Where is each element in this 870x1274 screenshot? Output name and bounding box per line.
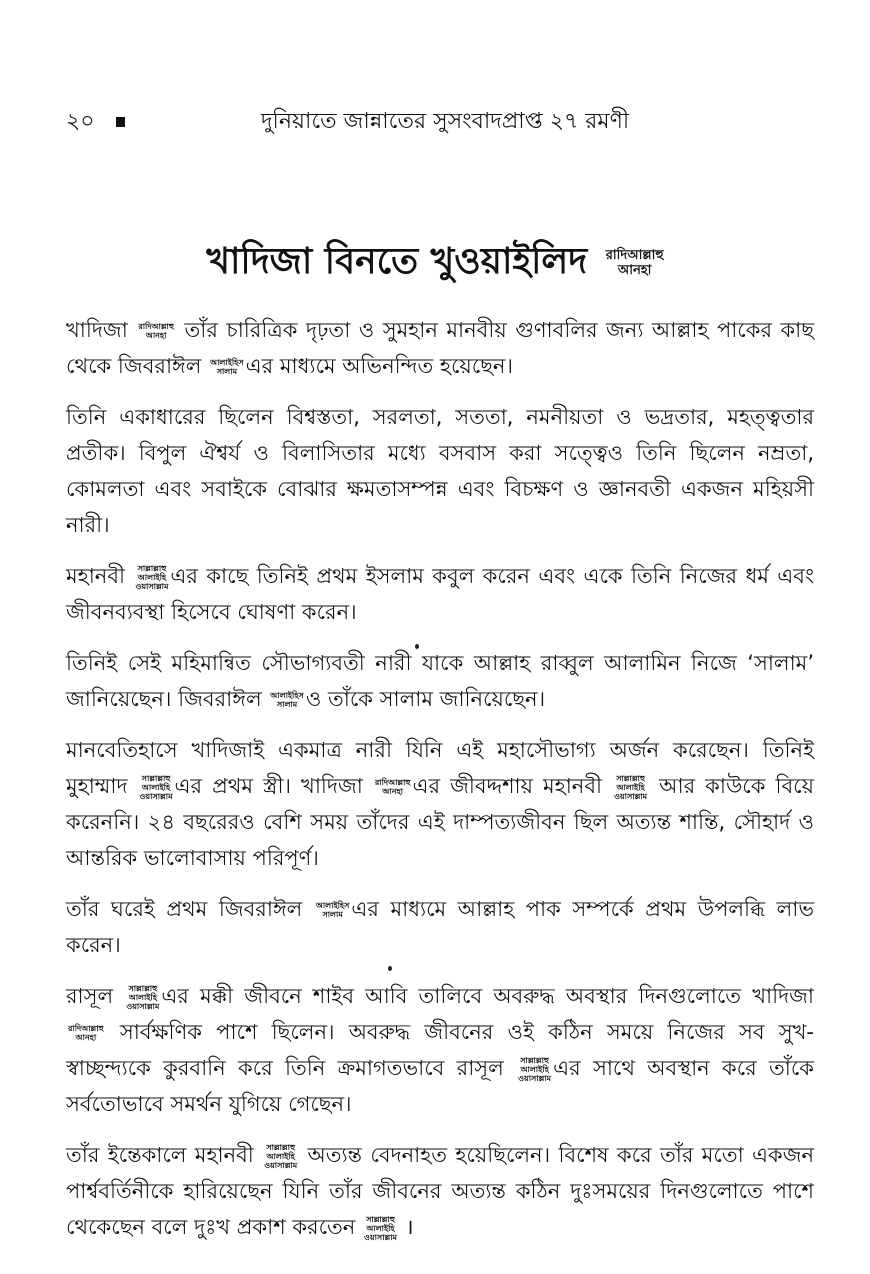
paragraph-2	[66, 399, 814, 543]
honorific-line: ওয়াসাল্লাম	[363, 1232, 397, 1242]
square-bullet-icon	[116, 117, 125, 127]
honorific-line: সাল্লাল্লাহু	[141, 773, 171, 783]
paragraph-6	[66, 891, 814, 963]
text-run: আর কাউকে বিয়ে করেননি। ২৪ বছরেরও বেশি সময় তাঁদের এই দাম্পত্যজীবন ছিল অত্যন্ত শান্তি, সৌহার্দ ও আন্তরিক ভালোবাসায় পরিপূর্ণ।	[66, 774, 814, 870]
honorific-line: আলাইহিস	[210, 358, 244, 367]
book-title: দুনিয়াতে জান্নাতের সুসংবাদপ্রাপ্ত ২৭ রমণী	[261, 109, 630, 134]
honorific-line: সাল্লাল্লাহু	[616, 773, 645, 783]
honorific-line: রাদিআল্লাহু	[374, 778, 411, 787]
honorific-line: সাল্লাল্লাহু	[266, 1142, 296, 1152]
page-number: ২০	[66, 109, 95, 134]
text-run: মানবেতিহাসে খাদিজাই একমাত্র নারী যিনি এই মহাসৌভাগ্য অর্জন করেছেন। তিনিই মুহাম্মাদ	[66, 738, 814, 798]
chapter-title	[0, 238, 870, 286]
text-run: এর মক্কী জীবনে শাইব আবি তালিবে অবরুদ্ধ অবস্থার দিনগুলোতে খাদিজা	[161, 984, 814, 1008]
text-run: এর কাছে তিনিই প্রথম ইসলাম কবুল করেন এবং একে তিনি নিজের ধর্ম এবং জীবনব্যবস্থা হিসেবে ঘোষণা করেন।	[66, 564, 814, 624]
honorific-line: আনহা	[75, 1033, 97, 1042]
text-run: রাসূল	[66, 984, 125, 1008]
honorific-line: সালাম	[322, 910, 343, 919]
honorific-line: ওয়াসাল্লাম	[518, 1073, 552, 1083]
paragraph-8	[66, 1137, 814, 1245]
honorific-line: আলাইহি	[520, 1064, 549, 1074]
chapter-title-text: খাদিজা বিনতে খুওয়াইলিদ	[206, 241, 588, 282]
honorific-line: ওয়াসাল্লাম	[264, 1160, 298, 1170]
sallallahu-alaihi-wasallam-honorific	[364, 1215, 397, 1242]
honorific-line: আলাইহিস	[315, 901, 350, 910]
sallallahu-alaihi-wasallam-honorific	[518, 1056, 551, 1083]
text-run: এর প্রথম স্ত্রী। খাদিজা	[174, 774, 373, 798]
text-run: তাঁর চারিত্রিক দৃঢ়তা ও সুমহান মানবীয় গুণাবলির জন্য আল্লাহ পাকের কাছ থেকে জিবরাঈল	[66, 318, 814, 378]
alaihis-salam-honorific	[270, 691, 304, 709]
body-text	[66, 312, 814, 1260]
sallallahu-alaihi-wasallam-honorific	[135, 564, 168, 591]
honorific-line: রাদিআল্লাহু	[138, 322, 174, 331]
radiallahu-anha-honorific	[606, 248, 664, 278]
honorific-line: সাল্লাল্লাহু	[366, 1214, 395, 1224]
honorific-line: ওয়াসাল্লাম	[126, 1001, 160, 1011]
radiallahu-anha-honorific	[138, 322, 174, 340]
paragraph-1	[66, 312, 814, 384]
honorific-line: আলাইহি	[128, 992, 157, 1002]
text-run: এর সাথে অবস্থান করে তাঁকে সর্বতোভাবে সমর্থন যুগিয়ে গেছেন।	[66, 1056, 814, 1116]
paragraph-3	[66, 558, 814, 630]
text-run: খাদিজা	[66, 318, 128, 342]
honorific-line: আলাইহি	[137, 572, 167, 582]
honorific-line: আলাইহি	[266, 1151, 295, 1161]
text-run: তাঁর ঘরেই প্রথম জিবরাঈল	[66, 897, 314, 921]
sallallahu-alaihi-wasallam-honorific	[614, 774, 647, 801]
honorific-line: আলাইহি	[616, 782, 645, 792]
honorific-line: রাদিআল্লাহু	[68, 1024, 104, 1033]
text-run: এর মাধ্যমে অভিনন্দিত হয়েছেন।	[245, 354, 513, 378]
text-run: মহানবী	[66, 564, 134, 588]
honorific-line: আলাইহি	[366, 1223, 395, 1233]
text-run: সার্বক্ষণিক পাশে ছিলেন। অবরুদ্ধ জীবনের ওই কঠিন সময়ে নিজের সব সুখ-স্বাচ্ছন্দ্যকে কুরবানি করে তিনি ক্রমাগতভাবে রাসূল	[66, 1020, 814, 1080]
text-run: এর জীবদ্দশায় মহানবী	[412, 774, 613, 798]
sallallahu-alaihi-wasallam-honorific	[264, 1143, 297, 1170]
paragraph-5	[66, 732, 814, 876]
honorific-line: আনহা	[145, 331, 167, 340]
text-run: তিনি একাধারের ছিলেন বিশ্বস্ততা, সরলতা, সততা, নমনীয়তা ও ভদ্রতার, মহত্ত্বতার প্রতীক। বিপুল ঐশ্বর্য ও বিলাসিতার মধ্যে বসবাস করা সত্ত্বেও তিনি ছিলেন নম্রতা, কোমলতা এবং সবাইকে বোঝার ক্ষমতাসম্পন্ন এবং বিচক্ষণ ও জ্ঞানবতী একজন মহিয়সী নারী।	[66, 405, 814, 537]
alaihis-salam-honorific	[316, 901, 350, 919]
radiallahu-anha-honorific	[68, 1024, 104, 1042]
honorific-line: ওয়াসাল্লাম	[139, 791, 173, 801]
text-run: তাঁর ইন্তেকালে মহানবী	[66, 1143, 263, 1167]
paragraph-4	[66, 645, 814, 717]
text-run: ও তাঁকে সালাম জানিয়েছেন।	[305, 687, 546, 711]
alaihis-salam-honorific	[210, 358, 244, 376]
text-run: অত্যন্ত বেদনাহত হয়েছিলেন। বিশেষ করে তাঁর মতো একজন পার্শ্ববর্তিনীকে হারিয়েছেন যিনি তাঁর জীবনের অত্যন্ত কঠিন দুঃসময়ের দিনগুলোতে পাশে থেকেছেন বলে দুঃখ প্রকাশ করতেন	[66, 1143, 815, 1239]
honorific-line: আলাইহি	[141, 782, 171, 792]
honorific-line: আলাইহিস	[270, 691, 304, 700]
honorific-line: ওয়াসাল্লাম	[614, 791, 648, 801]
sallallahu-alaihi-wasallam-honorific	[126, 984, 159, 1011]
text-run: ।	[398, 1215, 414, 1239]
radiallahu-anha-honorific	[375, 778, 411, 796]
honorific-line: সাল্লাল্লাহু	[520, 1055, 549, 1065]
sallallahu-alaihi-wasallam-honorific	[140, 774, 173, 801]
text-run: তিনিই সেই মহিমান্বিত সৌভাগ্যবতী নারী যাকে আল্লাহ রাব্বুল আলামিন নিজে ‘সালাম’ জানিয়েছেন। জিবরাঈল	[66, 651, 814, 711]
running-header	[66, 105, 806, 139]
honorific-line: সালাম	[216, 367, 238, 376]
honorific-line: সাল্লাল্লাহু	[137, 563, 167, 573]
text-run: এর মাধ্যমে আল্লাহ পাক সম্পর্কে প্রথম উপলব্ধি লাভ করেন।	[66, 897, 814, 957]
honorific-line: ওয়াসাল্লাম	[135, 581, 169, 591]
honorific-line: রাদিআল্লাহু	[605, 248, 664, 263]
honorific-line: আনহা	[382, 787, 404, 796]
paragraph-7	[66, 978, 814, 1122]
honorific-line: সাল্লাল্লাহু	[128, 983, 158, 993]
honorific-line: আনহা	[617, 263, 652, 278]
honorific-line: সালাম	[276, 700, 298, 709]
